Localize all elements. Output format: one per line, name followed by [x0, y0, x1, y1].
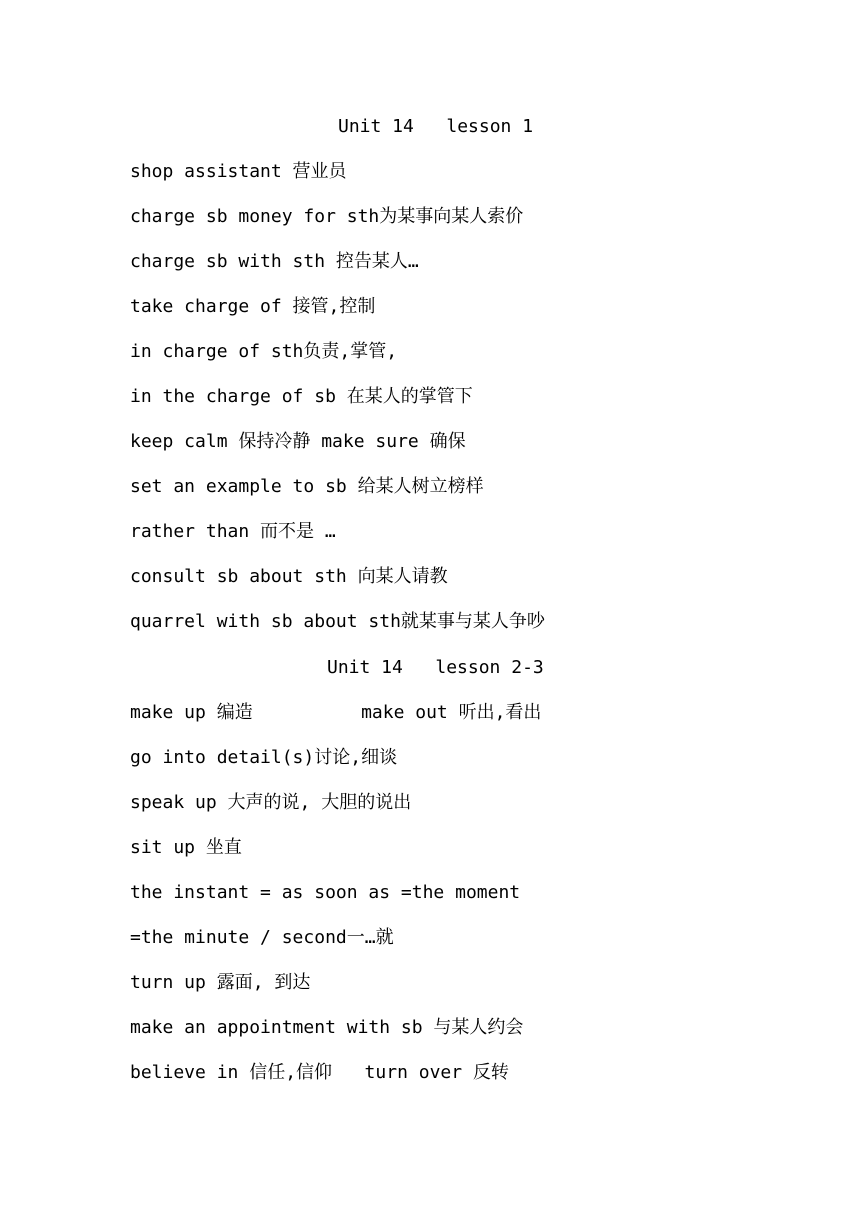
phrase-line: charge sb with sth 控告某人… [130, 251, 419, 272]
phrase-line: shop assistant 营业员 [130, 161, 347, 182]
phrase-line: sit up 坐直 [130, 837, 242, 858]
phrase-line: the instant = as soon as =the moment [130, 882, 521, 903]
phrase-line: make an appointment with sb 与某人约会 [130, 1017, 524, 1038]
lesson-2-3-heading: Unit 14 lesson 2-3 [327, 657, 544, 678]
phrase-line: consult sb about sth 向某人请教 [130, 566, 448, 587]
phrase-line: in charge of sth负责,掌管, [130, 341, 398, 362]
phrase-line: take charge of 接管,控制 [130, 296, 376, 317]
phrase-line: go into detail(s)讨论,细谈 [130, 747, 398, 768]
phrase-line: keep calm 保持冷静 make sure 确保 [130, 431, 466, 452]
phrase-line: believe in 信任,信仰 turn over 反转 [130, 1062, 509, 1083]
phrase-line: rather than 而不是 … [130, 521, 336, 542]
phrase-line: charge sb money for sth为某事向某人索价 [130, 206, 524, 227]
lesson-1-heading: Unit 14 lesson 1 [338, 116, 534, 137]
phrase-line: turn up 露面, 到达 [130, 972, 311, 993]
phrase-line: speak up 大声的说, 大胆的说出 [130, 792, 412, 813]
phrase-line: quarrel with sb about sth就某事与某人争吵 [130, 611, 545, 632]
phrase-line: in the charge of sb 在某人的掌管下 [130, 386, 473, 407]
phrase-line: make up 编造 make out 听出,看出 [130, 702, 542, 723]
phrase-line: =the minute / second一…就 [130, 927, 394, 948]
phrase-line: set an example to sb 给某人树立榜样 [130, 476, 484, 497]
